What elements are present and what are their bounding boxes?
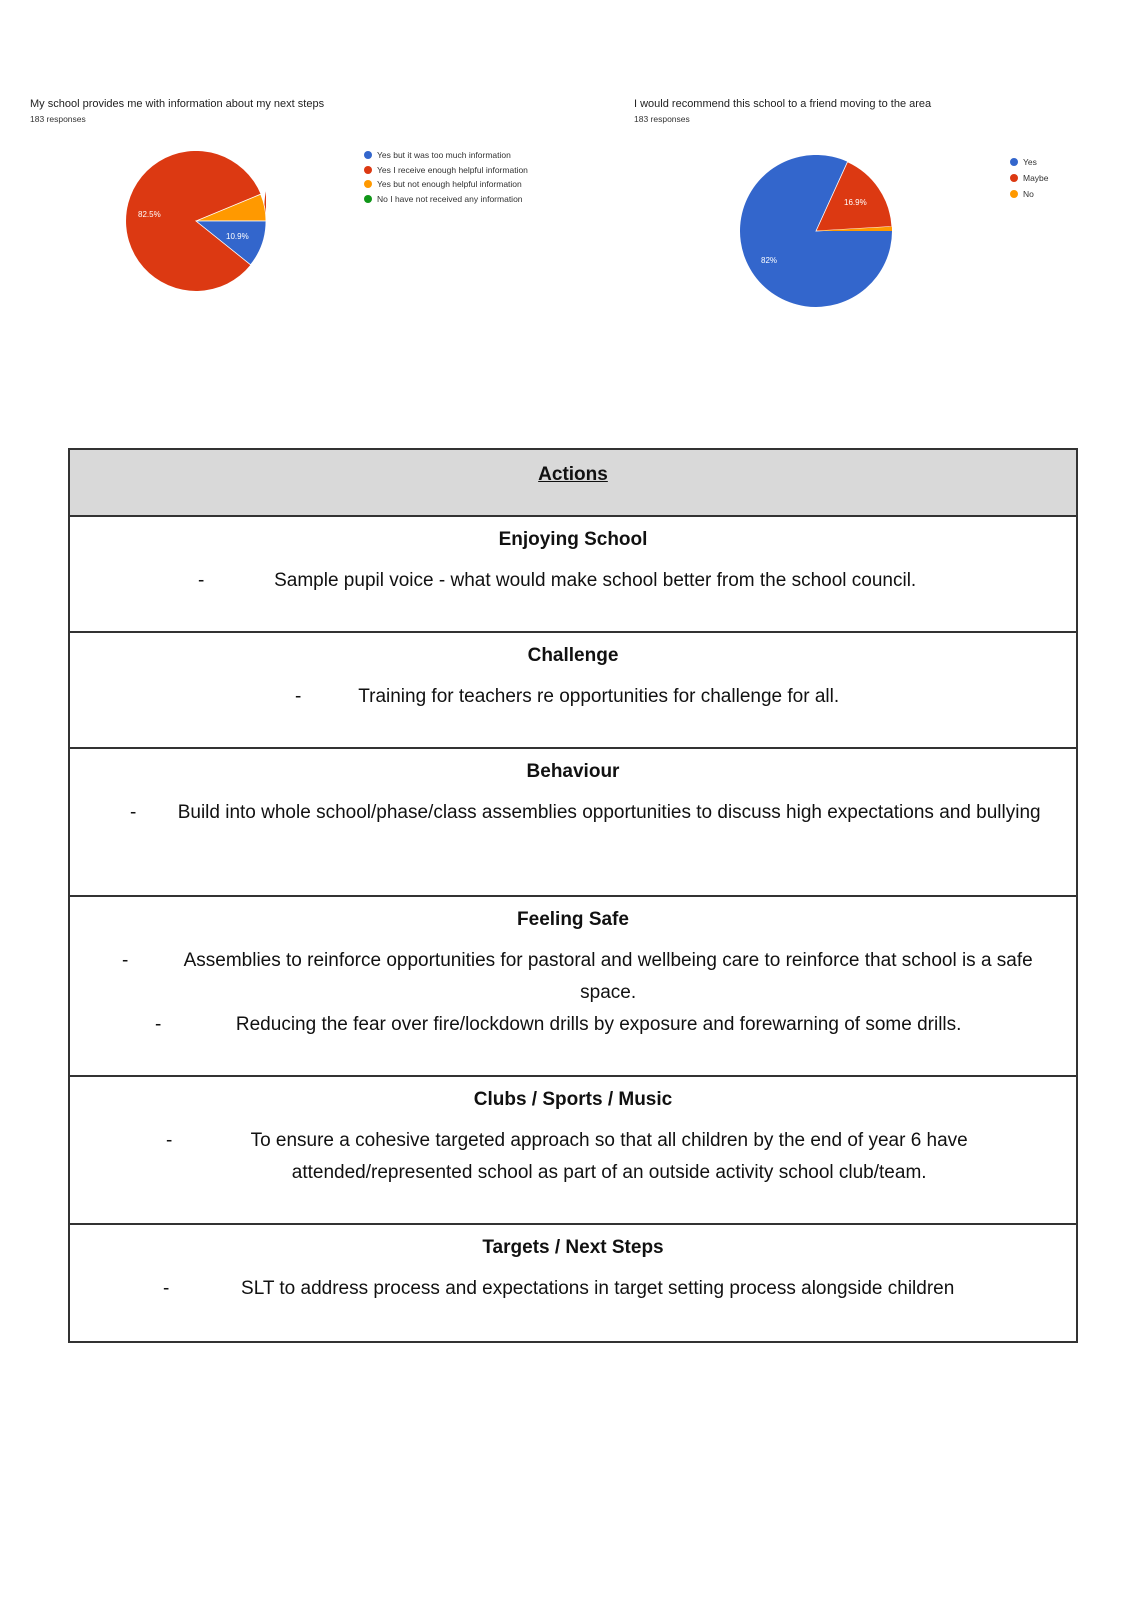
table-row: [70, 897, 1076, 1077]
chart-legend: [1010, 154, 1049, 202]
label-16-9: 16.9%: [844, 198, 867, 207]
row-title: Clubs / Sports / Music: [473, 1089, 673, 1110]
legend-dot-icon: [1010, 158, 1018, 166]
legend-item: No: [1010, 186, 1049, 202]
pie-chart: [740, 155, 892, 307]
bullet-item: - Reducing the fear over fire/lockdown drills by exposure and forewarning of some drills.: [155, 1014, 962, 1035]
row-title: Challenge: [527, 645, 619, 666]
legend-dot-icon: [1010, 174, 1018, 182]
bullet-item: - SLT to address process and expectations in target setting process alongside children: [163, 1278, 955, 1299]
bullet-item: - Assemblies to reinforce opportunities for pastoral and wellbeing care to reinforce that school is a safe space.: [122, 950, 1033, 1003]
chart-next-steps: [30, 98, 590, 308]
chart-title: My school provides me with information about my next steps: [30, 98, 325, 110]
label-82: 82%: [761, 256, 778, 265]
row-title: Enjoying School: [498, 529, 648, 550]
table-header: [70, 450, 1076, 517]
table-row: [70, 633, 1076, 749]
bullet-item: - Training for teachers re opportunities for challenge for all.: [295, 686, 840, 707]
table-row: [70, 1225, 1076, 1341]
legend-item: Yes but not enough helpful information: [364, 177, 528, 192]
label-82-5: 82.5%: [138, 210, 161, 219]
table-row: [70, 1077, 1076, 1225]
bullet-item: - To ensure a cohesive targeted approach so that all children by the end of year 6 have attended/represented school as part of an outside activity school club/team.: [166, 1130, 968, 1183]
row-title: Targets / Next Steps: [482, 1237, 664, 1258]
table-row: [70, 749, 1076, 897]
pie-chart: [126, 151, 266, 291]
row-title: Behaviour: [526, 761, 620, 782]
bullet-item: - Sample pupil voice - what would make school better from the school council.: [198, 570, 917, 591]
chart-responses: 183 responses: [634, 114, 690, 124]
legend-dot-icon: [1010, 190, 1018, 198]
legend-item: Yes but it was too much information: [364, 148, 528, 163]
table-row: [70, 517, 1076, 633]
chart-responses: 183 responses: [30, 114, 86, 124]
row-title: Feeling Safe: [517, 909, 629, 930]
table-header-label: Actions: [538, 464, 608, 485]
actions-table: [68, 448, 1078, 1343]
legend-dot-icon: [364, 195, 372, 203]
chart-title: I would recommend this school to a friend moving to the area: [634, 98, 932, 110]
legend-dot-icon: [364, 166, 372, 174]
legend-item: Yes I receive enough helpful information: [364, 163, 528, 178]
chart-recommend: [634, 98, 1094, 318]
legend-dot-icon: [364, 180, 372, 188]
legend-item: Yes: [1010, 154, 1049, 170]
label-10-9: 10.9%: [226, 232, 249, 241]
legend-dot-icon: [364, 151, 372, 159]
legend-item: Maybe: [1010, 170, 1049, 186]
legend-item: No I have not received any information: [364, 192, 528, 207]
bullet-item: - Build into whole school/phase/class assemblies opportunities to discuss high expectations and bullying: [130, 802, 1041, 823]
chart-legend: [364, 148, 528, 206]
